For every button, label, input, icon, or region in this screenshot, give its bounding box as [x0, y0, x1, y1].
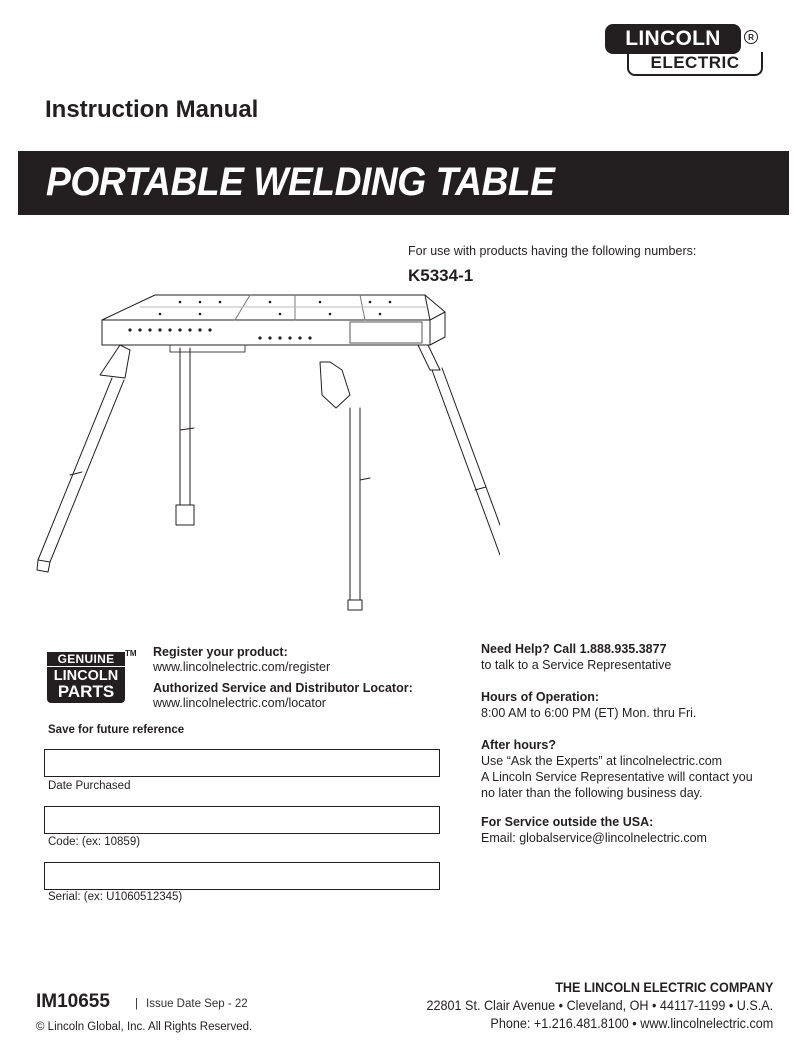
issue-date-text: Issue Date Sep - 22 [146, 998, 248, 1010]
genuine-lincoln-parts-badge [47, 649, 137, 703]
outside-usa-block [481, 814, 707, 846]
footer-separator: | [135, 998, 138, 1010]
register-link[interactable]: www.lincolnelectric.com/register [153, 660, 331, 674]
badge-line2: LINCOLN [53, 668, 119, 684]
hours-block [481, 689, 696, 721]
locator-title: Authorized Service and Distributor Locator: [153, 681, 413, 695]
after-hours-line: Use “Ask the Experts” at lincolnelectric.com [481, 754, 723, 768]
after-hours-block [481, 737, 753, 801]
help-text: to talk to a Service Representative [481, 658, 672, 672]
badge-line3: PARTS [57, 682, 115, 701]
registered-mark: R [744, 30, 758, 44]
company-name: THE LINCOLN ELECTRIC COMPANY [554, 979, 773, 995]
logo-line2: ELECTRIC [627, 52, 763, 76]
locator-link[interactable]: www.lincolnelectric.com/locator [153, 696, 326, 710]
trademark-mark: TM [125, 649, 137, 658]
logo-line1: LINCOLN [605, 24, 741, 54]
document-number: IM10655 [36, 991, 110, 1012]
save-reference-heading: Save for future reference [48, 724, 185, 736]
document-title: PORTABLE WELDING TABLE [46, 160, 555, 204]
company-address: 22801 St. Clair Avenue • Cleveland, OH • 44117-1199 • U.S.A. [426, 997, 773, 1013]
after-hours-line: A Lincoln Service Representative will contact you [481, 770, 753, 784]
badge-body [47, 667, 125, 703]
serial-field[interactable] [44, 862, 440, 890]
help-title: Need Help? Call 1.888.935.3877 [481, 642, 667, 656]
hours-text: 8:00 AM to 6:00 PM (ET) Mon. thru Fri. [481, 706, 697, 720]
date-purchased-field[interactable] [44, 749, 440, 777]
hours-title: Hours of Operation: [481, 690, 600, 704]
help-block [481, 641, 671, 673]
portable-welding-table-illustration [30, 290, 500, 615]
code-label: Code: (ex: 10859) [48, 836, 141, 848]
outside-usa-title: For Service outside the USA: [481, 815, 654, 829]
badge-line1: GENUINE [47, 652, 125, 666]
register-title: Register your product: [153, 645, 288, 659]
issue-date [135, 998, 248, 1010]
company-contact: Phone: +1.216.481.8100 • www.lincolnelectric.com [490, 1015, 773, 1031]
after-hours-title: After hours? [481, 738, 556, 752]
after-hours-line: no later than the following business day. [481, 786, 703, 800]
copyright: © Lincoln Global, Inc. All Rights Reserved. [36, 1021, 253, 1033]
outside-usa-email: Email: globalservice@lincolnelectric.com [481, 831, 707, 845]
lincoln-electric-logo [605, 24, 763, 78]
code-field[interactable] [44, 806, 440, 834]
product-number: K5334-1 [408, 266, 474, 285]
date-purchased-label: Date Purchased [48, 780, 131, 792]
serial-label: Serial: (ex: U1060512345) [48, 891, 183, 903]
manual-heading: Instruction Manual [45, 96, 259, 123]
products-note: For use with products having the following numbers: [408, 244, 697, 258]
